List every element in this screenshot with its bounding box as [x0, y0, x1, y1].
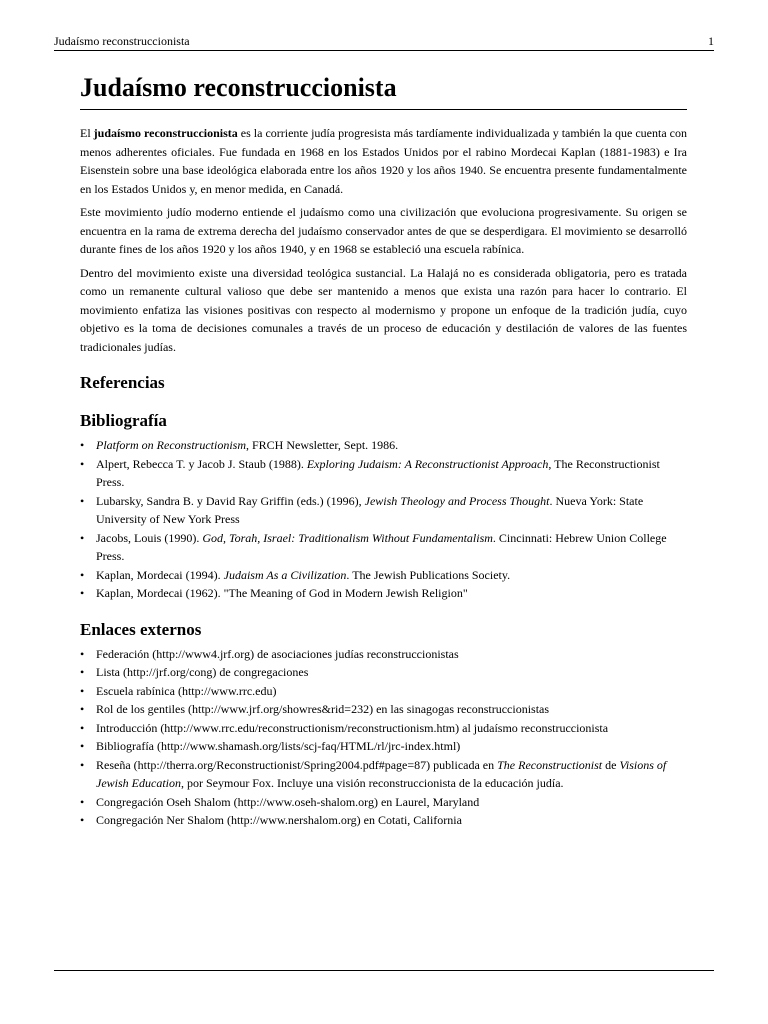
running-title: Judaísmo reconstruccionista — [54, 34, 190, 48]
bullet-icon: • — [80, 794, 85, 809]
item-title: God, Torah, Israel: Traditionalism Without Fundamentalism — [202, 530, 493, 545]
paragraph-theology: Dentro del movimiento existe una diversidad teológica sustancial. La Halajá no es considerada obligatoria, pero es tratada como un remanente cultural valioso que debe ser mantenido a menos que exista una razón para hacer lo contrario. El movimiento enfatiza las visiones positivas con respecto al modernismo y propone un enfoque de la tradición judía, cuyo objetivo es la toma de decisiones comunales a través de un proceso de educación y destilación de valores de las fuentes tradicionales judías. — [80, 265, 687, 354]
link-text[interactable]: Congregación Ner Shalom (http://www.nershalom.org) en Cotati, California — [96, 813, 462, 827]
link-text-mid: de — [602, 757, 620, 772]
list-item — [80, 529, 687, 566]
link-text[interactable]: Reseña (http://therra.org/Reconstructionist/Spring2004.pdf#page=87) publicada en — [96, 757, 498, 772]
item-text: Kaplan, Mordecai (1962). "The Meaning of God in Modern Jewish Religion" — [96, 586, 468, 600]
item-title: Exploring Judaism: A Reconstructionist Approach — [306, 456, 549, 471]
link-item[interactable] — [80, 719, 687, 738]
page-number: 1 — [708, 34, 714, 48]
link-item[interactable] — [80, 793, 687, 812]
item-text: . Nueva York: State University of New York Press — [96, 493, 644, 526]
bullet-icon: • — [80, 683, 85, 698]
link-text[interactable]: Federación (http://www4.jrf.org) de asociaciones judías reconstruccionistas — [96, 646, 459, 661]
bullet-icon: • — [80, 567, 85, 582]
section-heading-referencias: Referencias — [80, 373, 165, 392]
item-text: Kaplan, Mordecai (1994). — [96, 567, 224, 582]
item-text: , FRCH Newsletter, Sept. 1986. — [246, 438, 399, 452]
bullet-icon: • — [80, 530, 85, 545]
section-heading-bibliografia: Bibliografía — [80, 411, 167, 430]
link-text[interactable]: Introducción (http://www.rrc.edu/reconstructionism/reconstructionism.htm) al judaísmo reconstruccionista — [96, 720, 609, 735]
link-item[interactable] — [80, 663, 687, 682]
item-text: . Cincinnati: Hebrew Union College Press. — [96, 530, 667, 563]
item-text: , The Reconstructionist Press. — [96, 456, 660, 489]
list-item — [80, 492, 687, 529]
link-item[interactable] — [80, 700, 687, 719]
list-item — [80, 436, 687, 455]
item-title: Judaism As a Civilization — [223, 567, 347, 582]
link-item[interactable] — [80, 737, 687, 756]
intro-term: judaísmo reconstruccionista — [93, 126, 238, 140]
external-links-list — [80, 645, 687, 830]
item-text: Lubarsky, Sandra B. y David Ray Griffin (eds.) (1996), — [96, 493, 365, 508]
running-header — [54, 34, 714, 51]
bullet-icon: • — [80, 456, 85, 471]
section-heading-enlaces: Enlaces externos — [80, 619, 202, 639]
list-item — [80, 566, 687, 585]
bullet-icon: • — [80, 438, 85, 452]
paragraph-origin: Este movimiento judío moderno entiende el judaísmo como una civilización que evoluciona progresivamente. Su origen se encuentra en la rama de extrema derecha del judaísmo conservador antes de que se desperdigara. El movimiento se desarrolló durante fines de los años 1920 y los años 1940, y en 1968 se estableció una escuela rabínica. — [80, 205, 687, 256]
bibliography-list — [80, 436, 687, 603]
bullet-icon: • — [80, 665, 85, 679]
footer-rule — [54, 970, 714, 971]
bullet-icon: • — [80, 813, 85, 827]
bullet-icon: • — [80, 757, 85, 772]
intro-rest: es la corriente judía progresista más tardíamente individualizada y también la que cuenta con menos adherentes oficiales. Fue fundada en 1968 en los Estados Unidos por el rabino Mordecai Kaplan (1881-1983) e Ira Eisenstein sobre una base ideológica elaborada entre los años 1920 y los años 1940. Se encuentra presente fundamentalmente en los Estados Unidos y, en menor medida, en Canadá. — [80, 126, 687, 196]
link-text[interactable]: Congregación Oseh Shalom (http://www.oseh-shalom.org) en Laurel, Maryland — [96, 794, 480, 809]
list-item — [80, 584, 687, 603]
item-text: . The Jewish Publications Society. — [346, 567, 511, 582]
bullet-icon: • — [80, 586, 85, 600]
item-text: Alpert, Rebecca T. y Jacob J. Staub (1988). — [96, 456, 307, 471]
link-text[interactable]: Rol de los gentiles (http://www.jrf.org/showres&rid=232) en las sinagogas reconstruccionistas — [96, 702, 550, 716]
link-item[interactable] — [80, 811, 687, 830]
link-item[interactable] — [80, 682, 687, 701]
intro-lead: El — [80, 126, 94, 140]
paragraph-intro — [80, 124, 687, 198]
link-item[interactable] — [80, 756, 687, 793]
bullet-icon: • — [80, 739, 85, 753]
link-text[interactable]: Escuela rabínica (http://www.rrc.edu) — [96, 683, 277, 698]
item-title: Platform on Reconstructionism — [96, 438, 246, 452]
bullet-icon: • — [80, 493, 85, 508]
link-text[interactable]: Lista (http://jrf.org/cong) de congregaciones — [96, 665, 309, 679]
bullet-icon: • — [80, 720, 85, 735]
article-body — [80, 72, 687, 830]
link-text-post: , por Seymour Fox. Incluye una visión reconstruccionista de la educación judía. — [180, 776, 564, 790]
bullet-icon: • — [80, 646, 85, 661]
item-text: Jacobs, Louis (1990). — [96, 530, 203, 545]
link-text[interactable]: Bibliografía (http://www.shamash.org/lists/scj-faq/HTML/rl/jrc-index.html) — [96, 739, 461, 753]
item-title: Jewish Theology and Process Thought — [364, 493, 550, 508]
link-item[interactable] — [80, 645, 687, 664]
bullet-icon: • — [80, 702, 85, 716]
page-title: Judaísmo reconstruccionista — [80, 72, 687, 110]
list-item — [80, 455, 687, 492]
link-italic-title: Visions of Jewish Education — [96, 757, 667, 790]
link-italic-title: The Reconstructionist — [497, 757, 603, 772]
